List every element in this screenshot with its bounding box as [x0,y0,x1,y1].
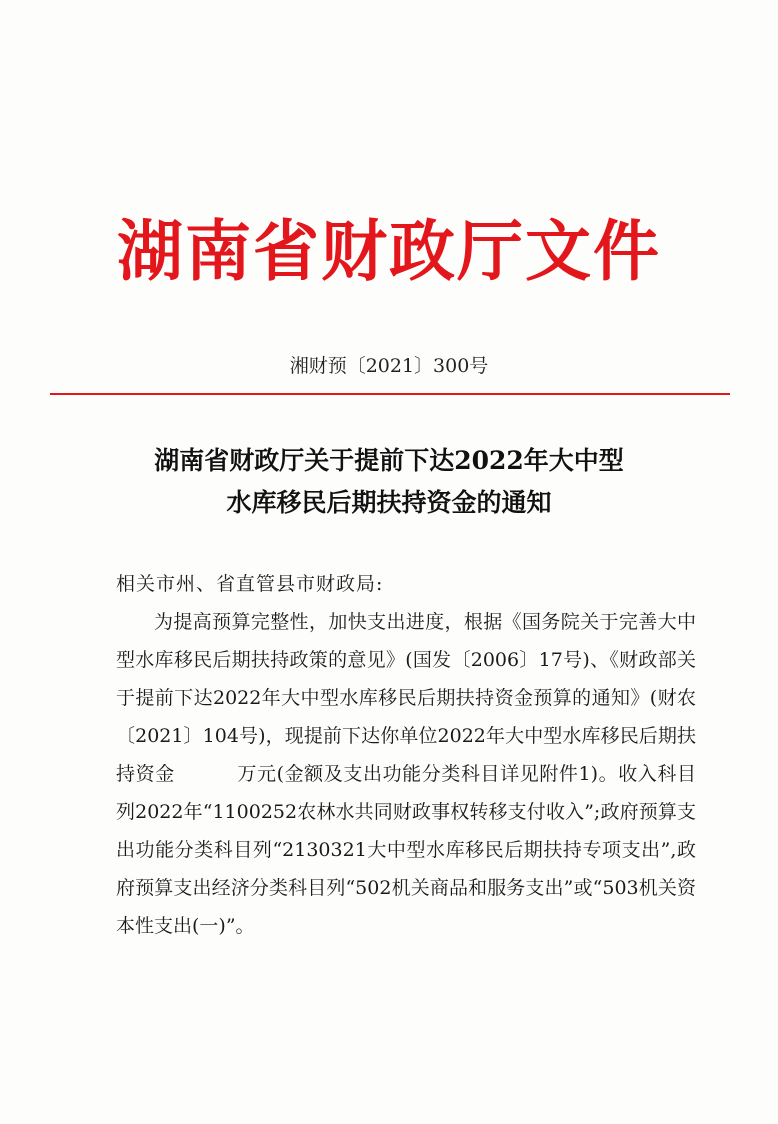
notice-title [0,440,778,524]
document-number: 湘财预〔2021〕300号 [289,355,489,377]
notice-title-line2: 水库移民后期扶持资金的通知 [226,488,552,517]
body-paragraph-part2: 万元(金额及支出功能分类科目详见附件1)。收入科目列2022年“1100252农林水共同财政事权转移支付收入”;政府预算支出功能分类科目列“2130321大中型水库移民后期扶持专项支出”,政府预算支出经济分类科目列“502机关商品和服务支出”或“503机关资本性支出(一)”。 [116,763,696,937]
red-divider-line [50,393,730,395]
letterhead-title: 湖南省财政厅文件 [117,213,661,290]
body-paragraph [116,603,696,945]
body-paragraph-part1: 为提高预算完整性，加快支出进度，根据《国务院关于完善大中型水库移民后期扶持政策的意见》(国发〔2006〕17号)、《财政部关于提前下达2022年大中型水库移民后期扶持资金预算的通知》(财农〔2021〕104号)，现提前下达你单位2022年大中型水库移民后期扶持资金 [116,611,696,785]
notice-title-line1: 湖南省财政厅关于提前下达2022年大中型 [154,446,624,475]
addressee: 相关市州、省直管县市财政局: [116,573,384,595]
notice-body [116,565,696,945]
